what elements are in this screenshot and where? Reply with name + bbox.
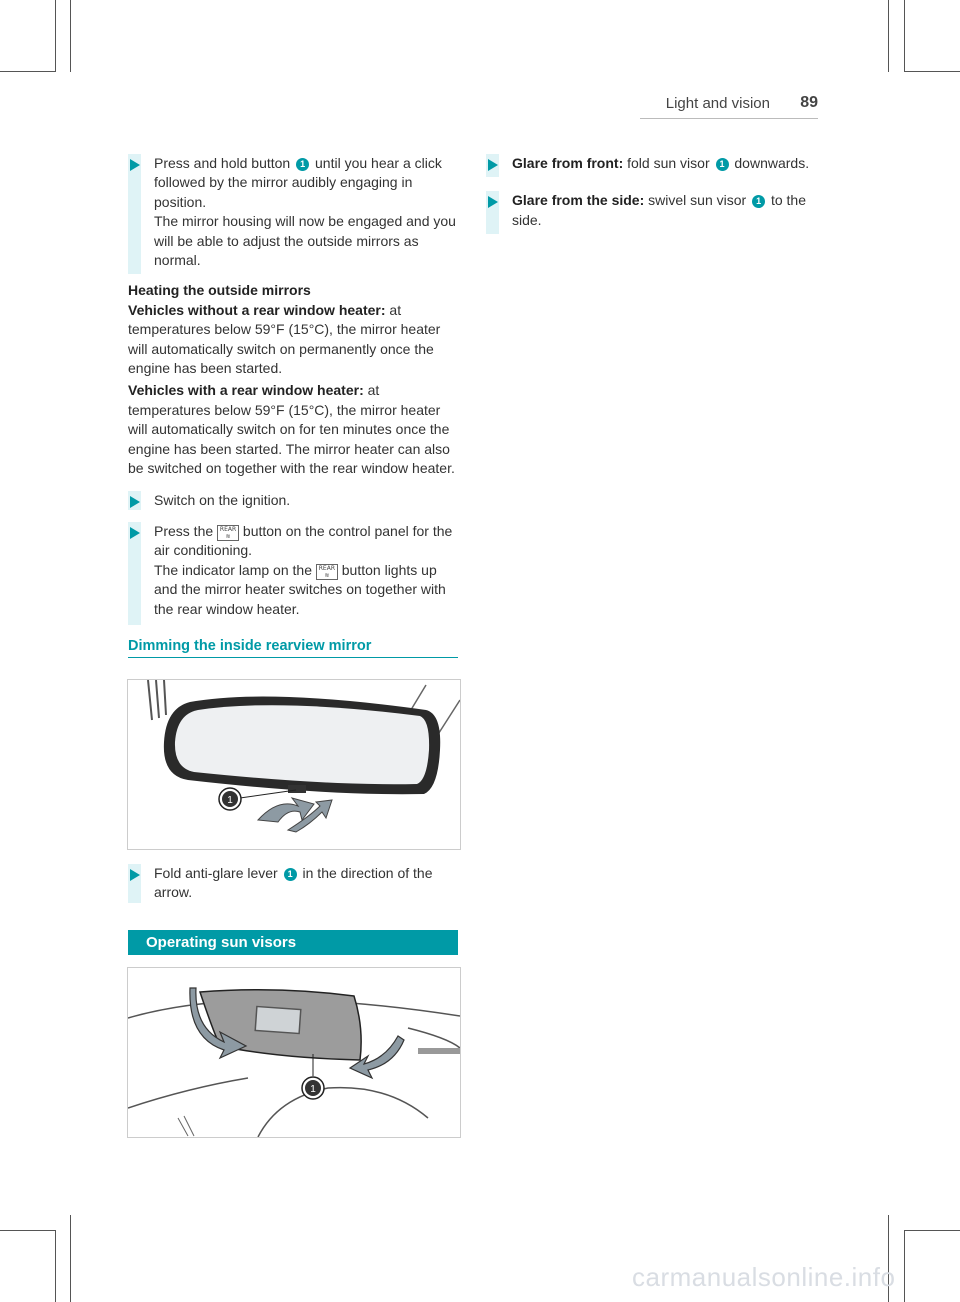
crop-mark [888, 0, 889, 72]
step-press-rear-button: Press the REAR ≋ button on the control panel for the air conditioning. The indicator lamp on the REAR ≋ button lights up and the mirror heater switches on together with the rear window heater. [128, 522, 462, 625]
heating-para-2: Vehicles with a rear window heater: at temperatures below 59°F (15°C), the mirror heater will automatically switch on for ten minutes once the engine has been started. The mirror heater can also be switched on together with the rear window heater. [128, 382, 455, 477]
rear-window-heater-icon: REAR ≋ [217, 525, 239, 541]
right-column [486, 154, 816, 234]
step-arrow-icon [488, 196, 498, 208]
crop-mark [905, 1230, 960, 1231]
crop-mark [55, 0, 56, 72]
callout-badge: 1 [227, 795, 233, 806]
step-arrow-icon [488, 159, 498, 171]
crop-mark [0, 1230, 55, 1231]
step-ignition: Switch on the ignition. [128, 491, 462, 510]
heating-title: Heating the outside mirrors [128, 282, 311, 299]
callout-badge: 1 [310, 1084, 316, 1095]
rear-window-heater-icon: REAR ≋ [316, 564, 338, 580]
crop-mark [905, 71, 960, 72]
step-arrow-icon [130, 159, 140, 171]
callout-badge: 1 [284, 868, 297, 881]
step-press-hold: Press and hold button 1 until you hear a click followed by the mirror audibly engaging in position. The mirror housing will now be engaged and you will be able to adjust the outside mirrors as normal. [128, 154, 462, 274]
page-number: 89 [800, 94, 818, 111]
crop-mark [70, 0, 71, 72]
sun-visors-heading: Operating sun visors [128, 930, 458, 955]
step-fold-lever: Fold anti-glare lever 1 in the direction of the arrow. [128, 864, 462, 903]
crop-mark [0, 71, 55, 72]
section-title: Light and vision [665, 95, 770, 112]
left-column [128, 154, 462, 625]
heating-para-1: Vehicles without a rear window heater: at temperatures below 59°F (15°C), the mirror heater will automatically switch on permanently once the engine has been started. [128, 301, 441, 377]
dimming-heading: Dimming the inside rearview mirror [128, 638, 458, 658]
page-header [640, 94, 818, 119]
step-glare-side: Glare from the side: swivel sun visor 1 to the side. [486, 191, 816, 234]
callout-badge: 1 [296, 158, 309, 171]
sun-visor-figure [127, 967, 461, 1138]
step-arrow-icon [130, 496, 140, 508]
crop-mark [904, 1230, 905, 1302]
step-arrow-icon [130, 869, 140, 881]
rearview-mirror-figure [127, 679, 461, 850]
crop-mark [904, 0, 905, 72]
crop-mark [55, 1230, 56, 1302]
callout-badge: 1 [752, 195, 765, 208]
rearview-mirror-illustration [128, 680, 460, 849]
sun-visor-illustration [128, 968, 460, 1137]
step-arrow-icon [130, 527, 140, 539]
callout-badge: 1 [716, 158, 729, 171]
watermark: carmanualsonline.info [632, 1262, 896, 1292]
crop-mark [70, 1215, 71, 1302]
step-glare-front: Glare from front: fold sun visor 1 downwards. [486, 154, 816, 177]
